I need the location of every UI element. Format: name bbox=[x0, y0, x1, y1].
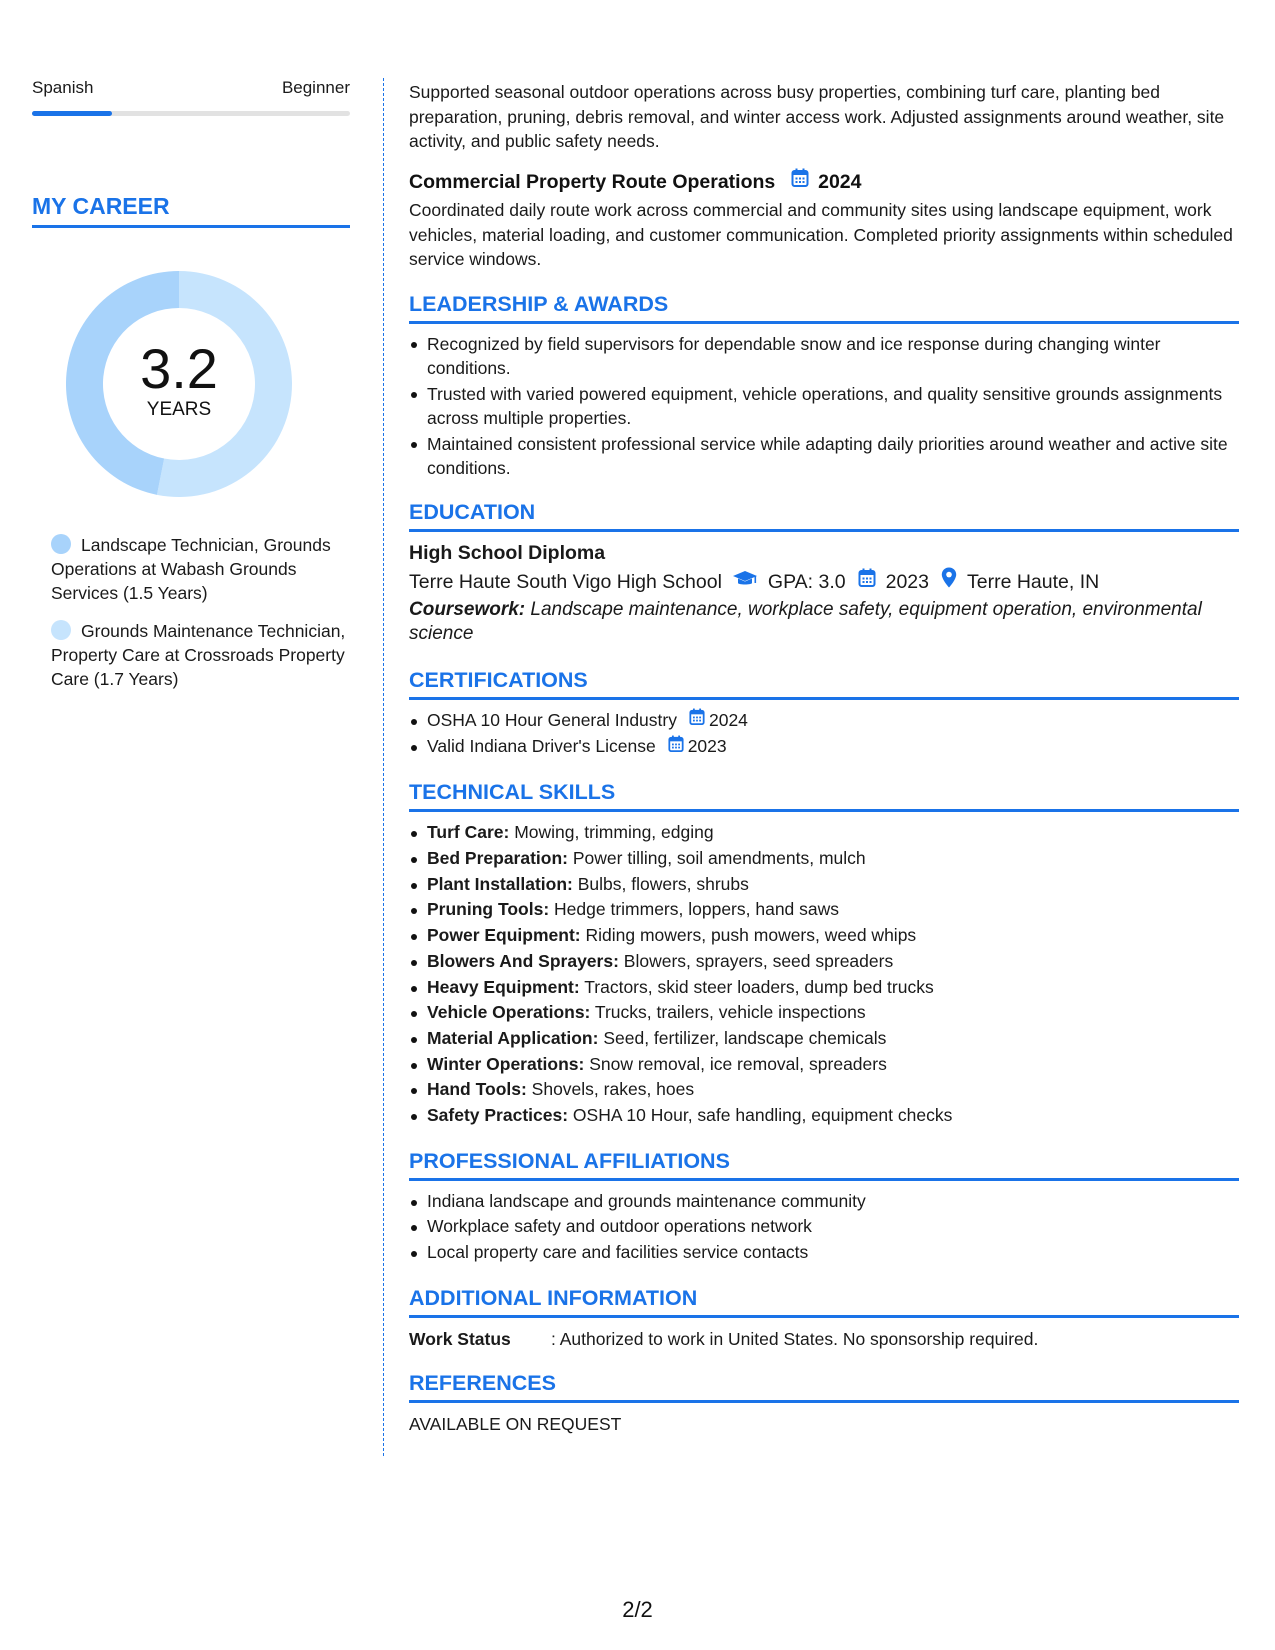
list-item: Recognized by field supervisors for dependable snow and ice response during changing winter conditions. bbox=[409, 332, 1239, 380]
legend-label: Landscape Technician, Grounds Operations at Wabash Grounds Services (1.5 Years) bbox=[51, 535, 331, 603]
work-status-row bbox=[409, 1327, 1239, 1351]
references-title: REFERENCES bbox=[409, 1369, 1239, 1403]
career-total-years: 3.2 bbox=[140, 337, 218, 400]
skill-value: Snow removal, ice removal, spreaders bbox=[584, 1053, 887, 1074]
certification-name: Valid Indiana Driver's License bbox=[427, 736, 656, 757]
column-divider bbox=[383, 78, 384, 1456]
skill-value: Riding mowers, push mowers, weed whips bbox=[580, 925, 917, 946]
skill-value: Blowers, sprayers, seed spreaders bbox=[618, 950, 894, 971]
job-year: 2024 bbox=[818, 170, 862, 193]
education-gpa: GPA: 3.0 bbox=[767, 570, 846, 593]
education-degree: High School Diploma bbox=[409, 541, 606, 564]
main-content bbox=[409, 80, 1239, 1436]
skill-item bbox=[409, 1000, 1239, 1026]
education-school: Terre Haute South Vigo High School bbox=[409, 570, 722, 593]
experience-intro: Supported seasonal outdoor operations across busy properties, combining turf care, planting bed preparation, pruning, debris removal, and winter access work. Adjusted assignments around weather, site activity, and public safety needs. bbox=[409, 82, 1225, 151]
job-title: Commercial Property Route Operations bbox=[409, 170, 776, 193]
skill-item bbox=[409, 923, 1239, 949]
skill-label: Blowers And Sprayers: bbox=[427, 950, 619, 971]
skill-label: Safety Practices: bbox=[427, 1105, 569, 1126]
skill-label: Hand Tools: bbox=[427, 1079, 527, 1100]
legend-item bbox=[51, 533, 350, 605]
certification-item bbox=[409, 734, 1239, 760]
legend-item bbox=[51, 619, 350, 691]
certification-name: OSHA 10 Hour General Industry bbox=[427, 709, 677, 730]
skill-value: Mowing, trimming, edging bbox=[509, 822, 714, 843]
certification-item bbox=[409, 708, 1239, 734]
skill-label: Heavy Equipment: bbox=[427, 976, 580, 997]
skill-label: Pruning Tools: bbox=[427, 899, 550, 920]
skill-item bbox=[409, 897, 1239, 923]
skill-item bbox=[409, 820, 1239, 846]
skill-value: Tractors, skid steer loaders, dump bed trucks bbox=[579, 976, 934, 997]
skill-value: Shovels, rakes, hoes bbox=[526, 1079, 695, 1100]
certification-year: 2023 bbox=[687, 736, 727, 757]
calendar-icon bbox=[858, 567, 876, 597]
career-total-unit: YEARS bbox=[146, 399, 212, 420]
list-item: Local property care and facilities service contacts bbox=[409, 1240, 1239, 1266]
affiliations-title: PROFESSIONAL AFFILIATIONS bbox=[409, 1147, 1239, 1181]
list-item: Indiana landscape and grounds maintenance community bbox=[409, 1189, 1239, 1215]
career-donut-chart bbox=[66, 271, 292, 497]
list-item: Trusted with varied powered equipment, vehicle operations, and quality sensitive grounds assignments across multiple properties. bbox=[409, 382, 1239, 430]
coursework-text: Landscape maintenance, workplace safety, equipment operation, environmental science bbox=[409, 598, 1202, 644]
language-level: Beginner bbox=[281, 78, 350, 97]
affiliations-list bbox=[409, 1189, 1239, 1266]
additional-title: ADDITIONAL INFORMATION bbox=[409, 1284, 1239, 1318]
certifications-list bbox=[409, 708, 1239, 760]
job-heading bbox=[409, 168, 1239, 197]
location-pin-icon bbox=[941, 567, 957, 597]
skill-value: Bulbs, flowers, shrubs bbox=[572, 873, 749, 894]
skill-item bbox=[409, 1026, 1239, 1052]
language-proficiency-bar bbox=[32, 111, 350, 116]
skills-title: TECHNICAL SKILLS bbox=[409, 778, 1239, 812]
language-proficiency-fill bbox=[32, 111, 112, 116]
skill-label: Winter Operations: bbox=[427, 1053, 585, 1074]
education-location: Terre Haute, IN bbox=[967, 570, 1100, 593]
graduation-cap-icon bbox=[732, 567, 758, 597]
leadership-list bbox=[409, 332, 1239, 480]
skill-label: Plant Installation: bbox=[427, 873, 573, 894]
skill-label: Material Application: bbox=[427, 1027, 599, 1048]
skill-label: Power Equipment: bbox=[427, 925, 581, 946]
education-details bbox=[409, 567, 1239, 597]
skill-item bbox=[409, 846, 1239, 872]
list-item: Maintained consistent professional service while adapting daily priorities around weather and active site conditions. bbox=[409, 432, 1239, 480]
certifications-title: CERTIFICATIONS bbox=[409, 666, 1239, 700]
skill-item bbox=[409, 1077, 1239, 1103]
page-number: 2/2 bbox=[622, 1597, 653, 1622]
skill-label: Bed Preparation: bbox=[427, 847, 568, 868]
skill-item bbox=[409, 1103, 1239, 1129]
career-legend bbox=[32, 533, 350, 691]
skill-item bbox=[409, 1052, 1239, 1078]
education-coursework bbox=[409, 598, 1239, 646]
skill-label: Vehicle Operations: bbox=[427, 1002, 591, 1023]
skill-value: OSHA 10 Hour, safe handling, equipment checks bbox=[568, 1105, 953, 1126]
language-name: Spanish bbox=[32, 78, 94, 97]
sidebar bbox=[32, 78, 350, 705]
education-title: EDUCATION bbox=[409, 498, 1239, 532]
legend-label: Grounds Maintenance Technician, Property Care at Crossroads Property Care (1.7 Years) bbox=[51, 621, 346, 689]
references-text: AVAILABLE ON REQUEST bbox=[409, 1413, 622, 1434]
legend-dot bbox=[51, 620, 71, 640]
calendar-icon bbox=[668, 735, 684, 761]
certification-year: 2024 bbox=[708, 709, 748, 730]
career-title: MY CAREER bbox=[32, 193, 350, 228]
language-row bbox=[32, 78, 350, 98]
job-description: Coordinated daily route work across commercial and community sites using landscape equipment, work vehicles, material loading, and customer communication. Completed priority assignments within scheduled service windows. bbox=[409, 200, 1233, 270]
education-year: 2023 bbox=[885, 570, 929, 593]
work-status-label: Work Status bbox=[409, 1328, 511, 1349]
coursework-label: Coursework: bbox=[409, 598, 526, 620]
skill-value: Seed, fertilizer, landscape chemicals bbox=[598, 1027, 887, 1048]
legend-dot bbox=[51, 534, 71, 554]
skills-list bbox=[409, 820, 1239, 1128]
skill-value: Trucks, trailers, vehicle inspections bbox=[590, 1002, 866, 1023]
skill-item bbox=[409, 872, 1239, 898]
leadership-title: LEADERSHIP & AWARDS bbox=[409, 290, 1239, 324]
work-status-value: : Authorized to work in United States. No sponsorship required. bbox=[551, 1328, 1039, 1349]
calendar-icon bbox=[791, 168, 809, 196]
skill-value: Hedge trimmers, loppers, hand saws bbox=[549, 899, 840, 920]
list-item: Workplace safety and outdoor operations network bbox=[409, 1214, 1239, 1240]
skill-item bbox=[409, 975, 1239, 1001]
skill-item bbox=[409, 949, 1239, 975]
calendar-icon bbox=[689, 708, 705, 734]
skill-label: Turf Care: bbox=[427, 822, 510, 843]
skill-value: Power tilling, soil amendments, mulch bbox=[568, 847, 866, 868]
